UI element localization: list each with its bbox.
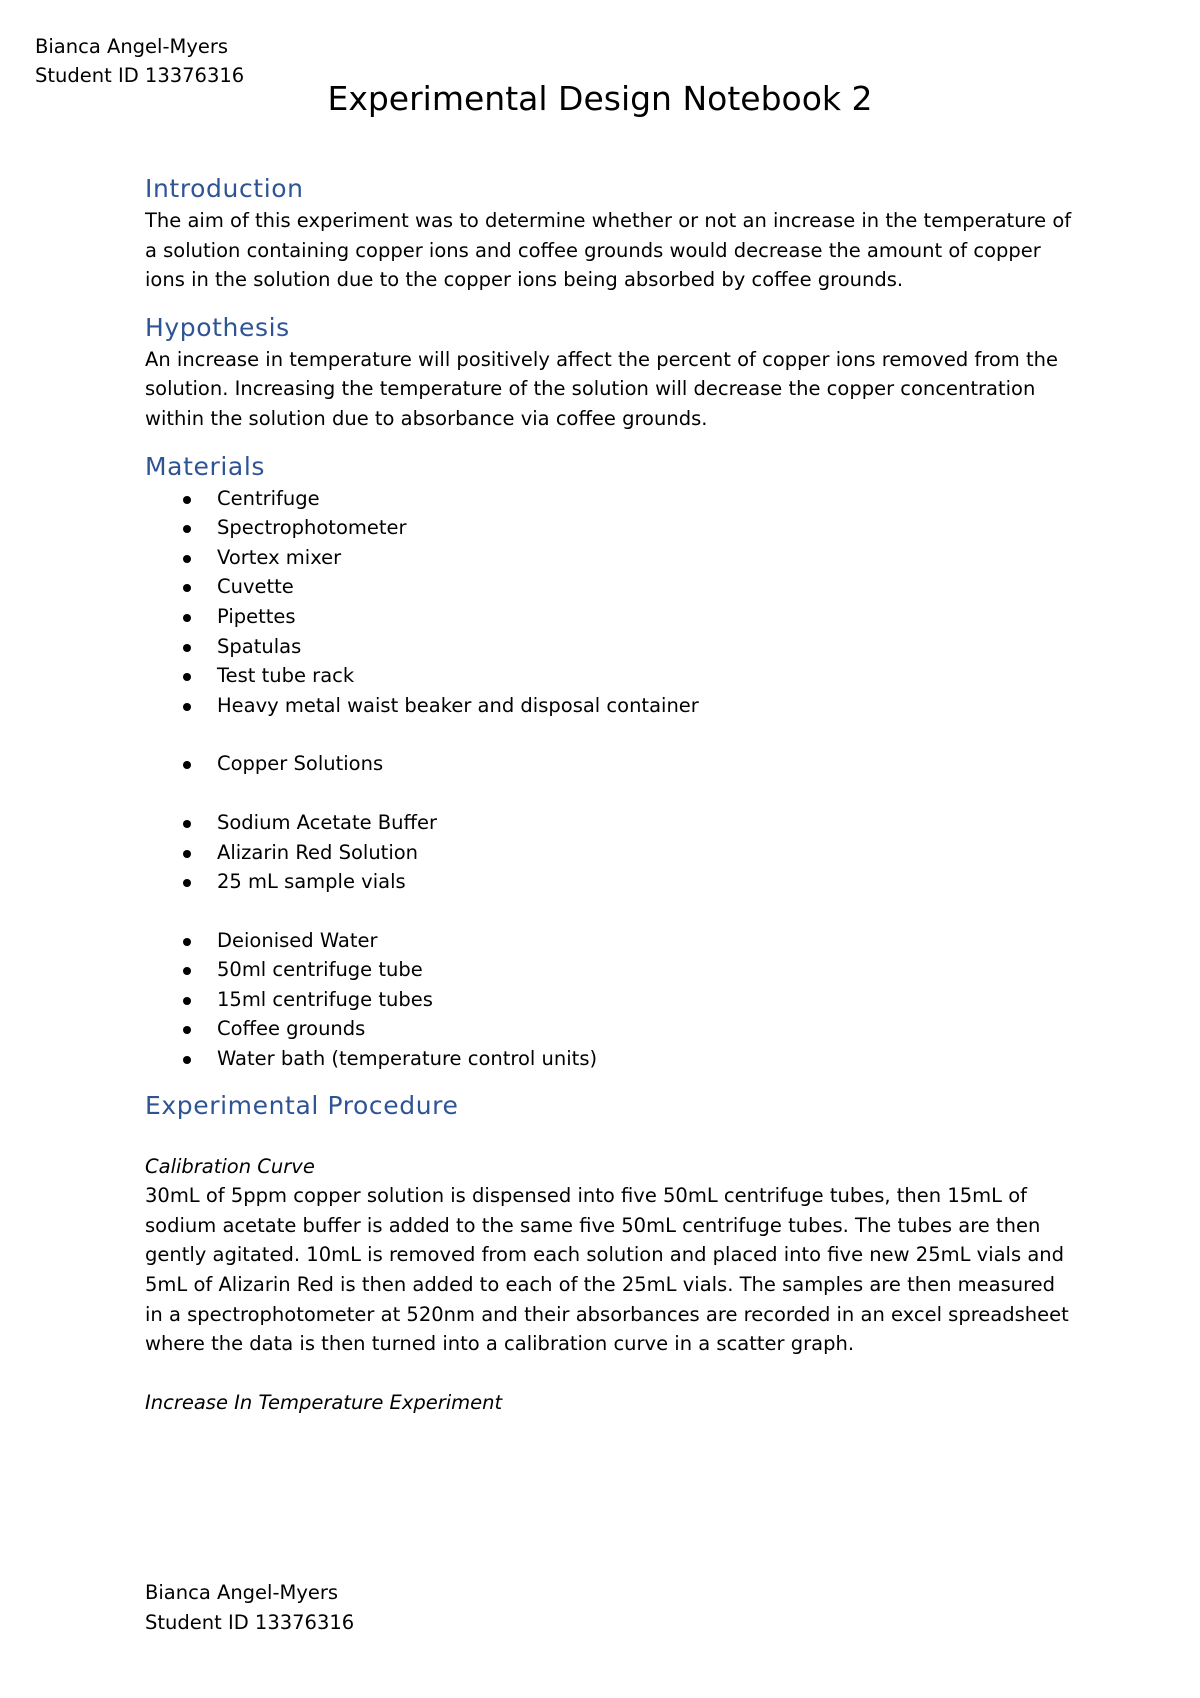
temperature-subheading: Increase In Temperature Experiment bbox=[145, 1390, 503, 1414]
list-item: Test tube rack bbox=[145, 661, 1075, 691]
footer-student-id: Student ID 13376316 bbox=[145, 1610, 355, 1634]
header-author-name: Bianca Angel-Myers bbox=[35, 35, 229, 58]
list-item: 25 mL sample vials bbox=[145, 867, 1075, 897]
bullet-icon bbox=[183, 1026, 191, 1034]
bullet-icon bbox=[183, 673, 191, 681]
list-item: Vortex mixer bbox=[145, 543, 1075, 573]
bullet-icon bbox=[183, 525, 191, 533]
document-body bbox=[145, 172, 1075, 1417]
bullet-icon bbox=[183, 997, 191, 1005]
calibration-text: 30mL of 5ppm copper solution is dispensed into five 50mL centrifuge tubes, then 15mL of sodium acetate buffer is added to the same five 50mL centrifuge tubes. The tubes are then gently agitated. 10mL is removed from each solution and placed into five new 25mL vials and 5mL of Alizarin Red is then added to each of the 25mL vials. The samples are then measured in a spectrophotometer at 520nm and their absorbances are recorded in an excel spreadsheet where the data is then turned into a calibration curve in a scatter graph. bbox=[145, 1184, 1069, 1356]
list-item: 15ml centrifuge tubes bbox=[145, 985, 1075, 1015]
list-item: Coffee grounds bbox=[145, 1014, 1075, 1044]
materials-heading: Materials bbox=[145, 451, 265, 481]
bullet-icon bbox=[183, 820, 191, 828]
list-item: Copper Solutions bbox=[145, 749, 1075, 779]
bullet-icon bbox=[183, 614, 191, 622]
list-item: Water bath (temperature control units) bbox=[145, 1044, 1075, 1074]
list-item: Alizarin Red Solution bbox=[145, 838, 1075, 868]
page-title: Experimental Design Notebook 2 bbox=[327, 79, 873, 118]
header-student-id: Student ID 13376316 bbox=[35, 64, 245, 87]
list-item: Sodium Acetate Buffer bbox=[145, 808, 1075, 838]
calibration-subheading: Calibration Curve bbox=[145, 1154, 315, 1178]
list-item: Heavy metal waist beaker and disposal container bbox=[145, 691, 1075, 721]
footer-author-block bbox=[145, 1578, 354, 1637]
hypothesis-heading: Hypothesis bbox=[145, 312, 290, 342]
list-item: Cuvette bbox=[145, 572, 1075, 602]
list-item: Centrifuge bbox=[145, 484, 1075, 514]
introduction-heading: Introduction bbox=[145, 174, 304, 203]
bullet-icon bbox=[183, 967, 191, 975]
bullet-icon bbox=[183, 703, 191, 711]
list-item: Spectrophotometer bbox=[145, 513, 1075, 543]
list-item: Spatulas bbox=[145, 632, 1075, 662]
bullet-icon bbox=[183, 938, 191, 946]
introduction-text: The aim of this experiment was to determine whether or not an increase in the temperature of a solution containing copper ions and coffee grounds would decrease the amount of copper ions in the solution due to the copper ions being absorbed by coffee grounds. bbox=[145, 209, 1072, 292]
bullet-icon bbox=[183, 879, 191, 887]
footer-author-name: Bianca Angel-Myers bbox=[145, 1581, 339, 1604]
procedure-heading: Experimental Procedure bbox=[145, 1090, 459, 1120]
materials-list bbox=[145, 484, 1075, 1074]
bullet-icon bbox=[183, 555, 191, 563]
bullet-icon bbox=[183, 496, 191, 504]
bullet-icon bbox=[183, 761, 191, 769]
bullet-icon bbox=[183, 644, 191, 652]
bullet-icon bbox=[183, 584, 191, 592]
list-item: Deionised Water bbox=[145, 926, 1075, 956]
list-item: 50ml centrifuge tube bbox=[145, 955, 1075, 985]
bullet-icon bbox=[183, 850, 191, 858]
hypothesis-text: An increase in temperature will positively affect the percent of copper ions removed from the solution. Increasing the temperature of the solution will decrease the copper concentration within the solution due to absorbance via coffee grounds. bbox=[145, 347, 1058, 430]
list-item: Pipettes bbox=[145, 602, 1075, 632]
bullet-icon bbox=[183, 1056, 191, 1064]
